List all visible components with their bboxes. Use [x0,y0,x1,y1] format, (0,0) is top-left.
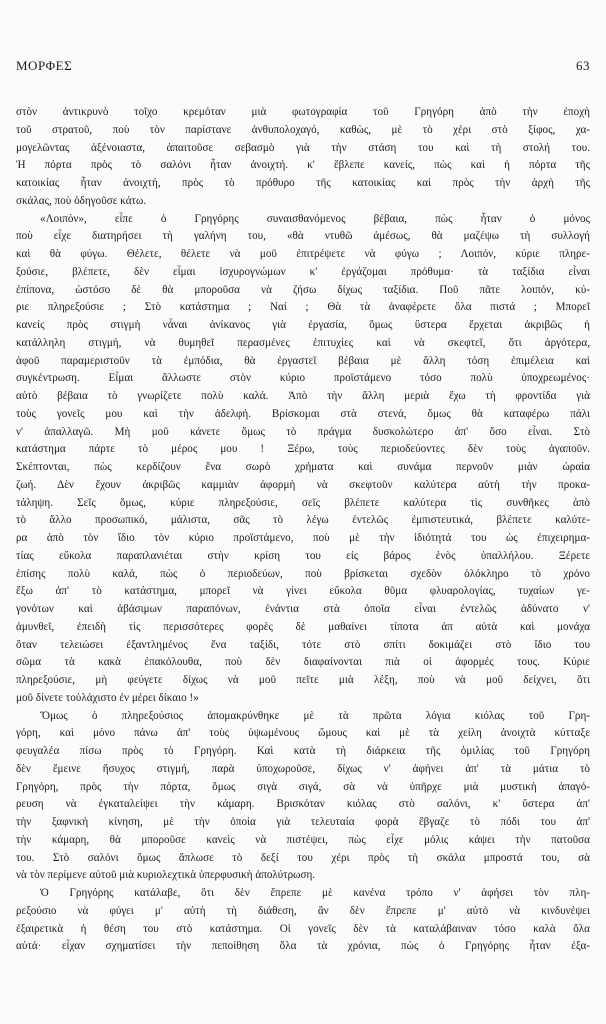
text-line: μογελῶντας ἀξένοιαστα, ἀπαιτοῦσε σεβασμὸ γιὰ τὴν στάση του καὶ τὴ στολή του. [16,141,590,154]
running-head [16,58,590,78]
text-line: ὅταν τελειώσει ἐξαντλημένος ἕνα ταξίδι, τότε στὸ σπίτι δοκιμάζει στὸ ἴδιο του [16,638,590,651]
text-line: τὸ ἄλλο προσωπικό, μάλιστα, σᾶς τὸ λέγω ἐντελῶς ἐμπιστευτικά, βλέπετε καλύτε- [16,514,590,527]
text-line: συγκέντρωση. Εἶμαι ἄλλωστε στὸν κύριο προϊστάμενο τόσο πολὺ ὑποχρεωμένος· [16,372,590,385]
text-line: δὲν ἔμεινε ἥσυχος στιγμή, παρὰ ὑποχωροῦσε, δίχως ν' ἀφήνει ἀπ' τὰ μάτια τὸ [16,762,590,775]
text-line: «Λοιπόν», εἶπε ὁ Γρηγόρης συναισθανόμενος βέβαια, πὼς ἦταν ὁ μόνος [40,212,590,225]
text-line: τάληψη. Σεῖς ὅμως, κύριε πληρεξούσιε, σεῖς βλέπετε καλύτερα τὶς συνθῆκες ἀπὸ [16,496,590,509]
text-line: ρεξούσιο νὰ φύγει μ' αὐτὴ τὴ διάθεση, ἂν δὲν ἔπρεπε μ' αὐτὸ νὰ κινδυνέψει [16,904,590,917]
text-line: ἀμυνθεῖ, ἐπειδὴ τὶς περισσότερες φορὲς δὲ μαθαίνει τίποτα ἀπ αὐτὰ καὶ μονάχα [16,620,590,633]
text-line: ρευση νὰ ἐγκαταλείψει τὴν κάμαρη. Βρισκόταν κιόλας στὸ σαλόνι, κ' ὕστερα ἀπ' [16,798,590,811]
text-line: ἀφοῦ παραμεριστοῦν τὰ ἐμπόδια, θὰ ἐργαστεῖ βέβαια μὲ ἄλλη τόση ἐπιμέλεια καὶ [16,354,590,367]
text-line: μοῦ δίνετε τοὐλάχιστο ἐν μέρει δίκαιο !» [16,691,199,704]
text-line: αὐτὸ βέβαια τὸ γνωρίζετε πολὺ καλά. Ἀπὸ τὴν ἄλλη μεριὰ ἔχω τὴ φροντίδα γιὰ [16,390,590,402]
text-line: Σκέπτονται, πὼς κερδίζουν ἕνα σωρὸ χρήματα καὶ συνάμα περνοῦν μιὰν ὡραία [16,461,590,473]
running-title: ΜΟΡΦΕΣ [16,58,73,73]
text-line: τὴν ξαφνικὴ κίνηση, μὲ τὴν ὁποία γιὰ τελευταία φορὰ ἔβγαζε τὸ πόδι του ἀπ' [16,816,590,828]
text-line: του. Στὸ σαλόνι ὅμως ἅπλωσε τὸ δεξί του χέρι πρὸς τὴ σκάλα μπροστά του, σὰ [16,851,590,864]
text-line: φευγαλέα πίσω πρὸς τὸ Γρηγόρη. Καὶ κατὰ τὴ διάρκεια τῆς ὁμιλίας τοῦ Γρηγόρη [16,745,590,757]
text-line: τὴν κάμαρη, θὰ μποροῦσε κανεὶς νὰ πιστέψει, πὼς εἶχε μόλις κάψει τὴν πατοῦσα [16,833,590,846]
text-line: κατάλληλη στιγμή, νὰ θυμηθεῖ περασμένες ἐπιτυχίες καὶ νὰ σκεφτεῖ, ὅτι ἀργότερα, [16,336,590,349]
text-line: τίας εὔκολα παραπλανιέται στὴν κρίση του εἰς βάρος ἑνὸς ὑπαλλήλου. Ξέρετε [16,549,590,562]
text-line: πληρεξούσιε, μὴ φεύγετε δίχως νὰ μοῦ πεῖτε μιὰ λέξη, ποὺ νὰ μοῦ δείχνει, ὅτι [16,674,590,686]
text-line: ποὺ εἶχε διατηρήσει τὴ γαλήνη του, «θὰ ντυθῶ ἀμέσως, θὰ μαζέψω τὴ συλλογή [16,230,590,243]
text-line: γονότων καὶ ἀβάσιμων παραπόνων, ἐνάντια στὰ ὁποῖα εἶναι ἐντελῶς ἀδύνατο ν' [16,603,590,615]
text-line: ν' ἀπαλλαγῶ. Μὴ μοῦ κάνετε ὅμως τὸ πράγμα δυσκολώτερο ἀπ' ὅσο εἶναι. Στὸ [16,425,590,438]
text-line: αὐτά· εἶχαν σχηματίσει τὴν πεποίθηση ὅλα τὰ χρόνια, πὼς ὁ Γρηγόρης ἦταν ἐξα- [16,940,590,953]
text-line: καὶ θὰ φύγω. Θέλετε, θέλετε νὰ μοῦ ἐπιτρέψετε νὰ φύγω ; Λοιπόν, κύριε πληρε- [16,248,590,260]
text-line: Γρηγόρη, πρὸς τὴν πόρτα, ὅμως σιγὰ σιγά, σὰ νὰ ὑπῆρχε μιὰ μυστικὴ ἀπαγό- [16,780,590,793]
text-line: ἐπίσης πολὺ καλά, πὼς ὁ περιοδεύων, ποὺ βρίσκεται σχεδὸν ὁλόκληρο τὸ χρόνο [16,567,590,580]
text-line: σῶμα τὰ κακὰ ἐπακόλουθα, ποὺ δὲν διαφαίνονται πιὰ οἱ ἀφορμές τους. Κύριε [16,656,590,669]
text-line: κατάστημα πάρτε τὸ μέρος μου ! Ξέρω, τοὺς περιοδεύοντες δὲν τοὺς ἀγαποῦν. [16,443,590,456]
text-line: Ἡ πόρτα πρὸς τὸ σαλόνι ἦταν ἀνοιχτή. κ' ἔβλεπε κανείς, πὼς καὶ ἡ πόρτα τῆς [16,159,590,172]
text-line: νὰ τὸν περίμενε αὐτοῦ μιὰ κυριολεχτικὰ ὑπερφυσικὴ ἀπολύτρωση. [16,869,316,882]
text-line: ξούσιε, βλέπετε, δὲν εἶμαι ἰσχυρογνώμων κ' ἐργάζομαι πρόθυμα· τὰ ταξίδια εἶναι [16,265,590,278]
page-number: 63 [576,58,590,73]
text-line: τοὺς γονεῖς μου καὶ τὴν ἀδελφή. Βρίσκομαι στὰ στενά, ὅμως θὰ καταφέρω πάλι [16,407,590,420]
text-line: Ὅμως ὁ πληρεξούσιος ἀπομακρύνθηκε μὲ τὰ πρῶτα λόγια κιόλας τοῦ Γρη- [40,709,590,722]
text-line: ζωή. Δὲν ἔχουν ἀκριβῶς καμμιὰν ἀφορμὴ νὰ σκεφτοῦν καλύτερα αὐτὴ τὴν προκα- [16,478,590,491]
text-line: στὸν ἀντικρυνὸ τοῖχο κρεμόταν μιὰ φωτογραφία τοῦ Γρηγόρη ἀπὸ τὴν ἐποχὴ [16,106,590,118]
text-line: ἐπίπονα, ὡστόσο δὲ θὰ μποροῦσα νὰ ζήσω δίχως ταξίδια. Ποῦ πᾶτε λοιπόν, κύ- [16,283,590,296]
text-line: κατοικίας ἦταν ἀνοιχτή, πρὸς τὸ πρόθυρο τῆς κατοικίας καὶ πρὸς τὴν ἀρχὴ τῆς [16,177,590,189]
body-text [16,104,590,956]
text-line: τοῦ στρατοῦ, ποὺ τὸν παρίστανε ἀνθυπολοχαγό, καθὼς, μὲ τὸ χέρι στὸ ξίφος, χα- [16,123,590,136]
text-line: ἔξω ἀπ' τὸ κατάστημα, μπορεῖ νὰ γίνει εὔκολα θῦμα φλυαρολογίας, τυχαίων γε- [16,585,590,598]
text-line: κανείς πρὸς στιγμὴ νἆναι ἀνίκανος γιὰ ἐργασία, ὅμως ὕστερα ἔρχεται ἀκριβῶς ἡ [16,319,590,331]
text-line: Ὁ Γρηγόρης κατάλαβε, ὅτι δὲν ἔπρεπε μὲ κανένα τρόπο ν' ἀφήσει τὸν πλη- [40,887,590,899]
text-line: ριε πληρεξούσιε ; Στὸ κατάστημα ; Ναί ; Θὰ τὰ ἀναφέρετε ὅλα πιστά ; Μπορεῖ [16,301,590,314]
text-line: ρα ἀπὸ τὸν ἴδιο τὸν κύριο προϊστάμενο, ποὺ μὲ τὴν ἰδιότητά του ὡς ἐπιχειρημα- [16,532,590,544]
text-line: γόρη, καὶ μόνο πάνω ἀπ' τοὺς ὑψωμένους ὤμους καὶ μὲ τὰ χείλη ἀνοιχτὰ κύτταξε [16,727,590,740]
text-line: σκάλας, ποὺ ὁδηγοῦσε κάτω. [16,194,147,207]
text-line: ἐξαιρετικὰ ἡ θέση του στὸ κατάστημα. Οἱ γονεῖς δὲν τὰ καταλάβαιναν τόσο καλὰ ὅλα [16,922,590,935]
